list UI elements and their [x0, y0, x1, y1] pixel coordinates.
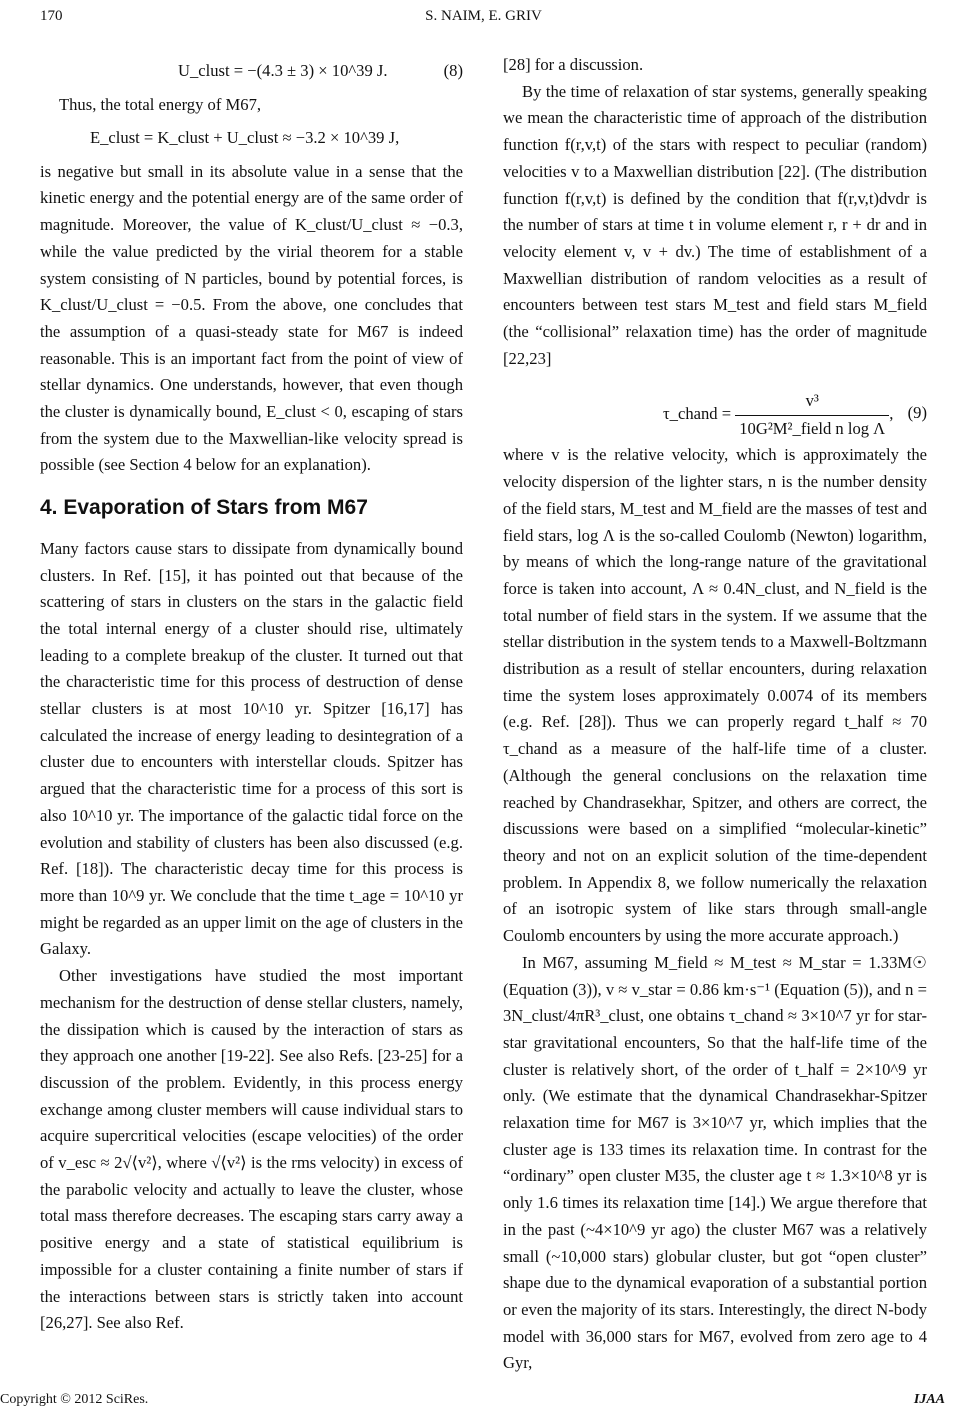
paragraph: Thus, the total energy of M67,	[59, 95, 262, 114]
running-title: S. NAIM, E. GRIV	[425, 8, 542, 24]
equation-9-denominator: 10G²M²_field n log Λ	[739, 419, 886, 439]
equation-8-number: (8)	[443, 61, 463, 80]
paragraph: is negative but small in its absolute value in a sense that the kinetic energy and the potential energy are of the same order of magnitude. Moreover, the value of K_clust/U_clust ≈ −0.3, while the value predicted by the virial theorem for a stable system consisting of N particles, bound by potential forces, is K_clust/U_clust = −0.5. From the above, one concludes that the assumption of a quasi-steady state for M67 is indeed reasonable. This is an important fact from the point of view of stellar dynamics. One understands, however, that even though the cluster is dynamically bound, E_clust < 0, escaping of stars from the system due to the Maxwellian-like velocity spread is possible (see Section 4 below for an explanation).	[40, 161, 463, 475]
equation-9-fraction	[735, 388, 889, 442]
page-number: 170	[40, 8, 63, 24]
right-column	[503, 52, 927, 1377]
left-column	[40, 52, 463, 1337]
paragraph: [28] for a discussion.	[503, 55, 644, 74]
paragraph: Many factors cause stars to dissipate from dynamically bound clusters. In Ref. [15], it has pointed out that because of the scattering of stars in clusters on the stars in the galactic field the total internal energy of a cluster should rise, ultimately leading to a complete breakup of the cluster. It turned out that the characteristic time for this process of destruction of dense stellar clusters is at most 10^10 yr. Spitzer [16,17] has calculated the increase of energy leading to desintegration of a cluster due to encounters with interstellar clouds. Spitzer has argued that the characteristic time for a process of this sort is also 10^10 yr. The importance of the galactic tidal force on the evolution and stability of clusters has been also discussed (e.g. Ref. [18]). The characteristic decay time for this process is more than 10^9 yr. We conclude that the time t_age = 10^10 yr might be regarded as an upper limit on the age of clusters in the Galaxy.	[40, 538, 463, 959]
equation-9-tail: ,	[889, 404, 894, 424]
equation-total-energy	[40, 119, 463, 159]
journal-name: IJAA	[913, 1392, 945, 1407]
paragraph: Other investigations have studied the most important mechanism for the destruction of dense stellar clusters, namely, the dissipation which is caused by the interaction of stars as they approach one another [19-22]. See also Refs. [23-25] for a discussion of the problem. Evidently, in this process energy exchange among cluster members will cause individual stars to acquire supercritical velocities (escape velocities) of the order of v_esc ≈ 2√⟨v²⟩, where √⟨v²⟩ is the rms velocity) in excess of the parabolic velocity and actually to leave the cluster, whose total mass therefore decreases. The escaping stars carry away a positive energy and a state of statistical equilibrium is impossible for a cluster containing a finite number of stars if the interactions between stars is strictly taken into account [26,27]. See also Ref.	[40, 966, 463, 1333]
paragraph: By the time of relaxation of star systems, generally speaking we mean the characteristic time of approach of the distribution function f(r,v,t) of the stars with respect to peculiar (random) velocities v to a Maxwellian distribution [22]. (The distribution function f(r,v,t) is defined by the condition that f(r,v,t)dvdr is the number of stars at time t in volume element r, r + dr and in velocity element v, v + dv.) The time of establishment of a Maxwellian distribution of random velocities as a result of encounters between test stars M_test and field stars M_field (the “collisional” relaxation time) has the order of magnitude [22,23]	[503, 81, 927, 368]
section-heading: 4. Evaporation of Stars from M67	[40, 496, 368, 520]
equation-9-number: (9)	[907, 403, 927, 423]
equation-9-lhs: τ_chand =	[663, 404, 732, 424]
copyright-notice: Copyright © 2012 SciRes.	[0, 1392, 149, 1407]
equation-8	[40, 52, 463, 92]
paragraph: In M67, assuming M_field ≈ M_test ≈ M_star = 1.33M☉ (Equation (3)), v ≈ v_star = 0.86 km·s⁻¹ (Equation (5)), and n = 3N_clust/4πR³_clust, one obtains τ_chand ≈ 3×10^7 yr for star-star gravitational encounters, So that the half-life time of the cluster is relatively short, of the order of t_half = 2×10^9 yr only. (We estimate that the dynamical Chandrasekhar-Spitzer relaxation time for M67 is 3×10^7 yr, which implies that the cluster age is 133 times its relaxation time. In contrast for the “ordinary” open cluster M35, the cluster age t ≈ 1.3×10^8 yr is only 1.6 times its relaxation time [14].) We argue therefore that in the past (~4×10^9 yr ago) the cluster M67 was a relatively small (~10,000 stars) globular cluster, but got “open cluster” shape due to the dynamical evaporation of a substantial portion or even the majority of its stars. Interestingly, the direct N-body model with 36,000 stars for M67, evolved from zero age to 4 Gyr,	[503, 952, 927, 1373]
equation-8-body: U_clust = −(4.3 ± 3) × 10^39 J.	[178, 61, 388, 80]
paragraph: where v is the relative velocity, which is approximately the velocity dispersion of the lighter stars, n is the number density of the field stars, M_test and M_field are the masses of test and field stars, log Λ is the so-called Coulomb (Newton) logarithm, by means of which the long-range nature of the gravitational force is taken into account, Λ ≈ 0.4N_clust, and N_field is the total number of field stars in the system. If we assume that the stellar distribution in the system tends to a Maxwell-Boltzmann distribution as a result of stellar encounters, during relaxation time the system loses approximately 0.0074 of its members (e.g. Ref. [28]). Thus we can properly regard t_half ≈ 70 τ_chand as a measure of the half-life time of a cluster. (Although the general conclusions on the relaxation time reached by Chandrasekhar, Spitzer, and others are correct, the discussions were based on a simplified “molecular-kinetic” theory and not on an explicit solution of the time-dependent problem. In Appendix 8, we follow numerically the relaxation of an isotropic system of like stars through small-angle Coulomb encounters by using the more accurate approach.)	[503, 445, 927, 946]
equation-9	[503, 378, 927, 440]
equation-9-numerator: v³	[735, 388, 889, 416]
equation-total-energy-body: E_clust = K_clust + U_clust ≈ −3.2 × 10^39 J,	[90, 127, 400, 147]
